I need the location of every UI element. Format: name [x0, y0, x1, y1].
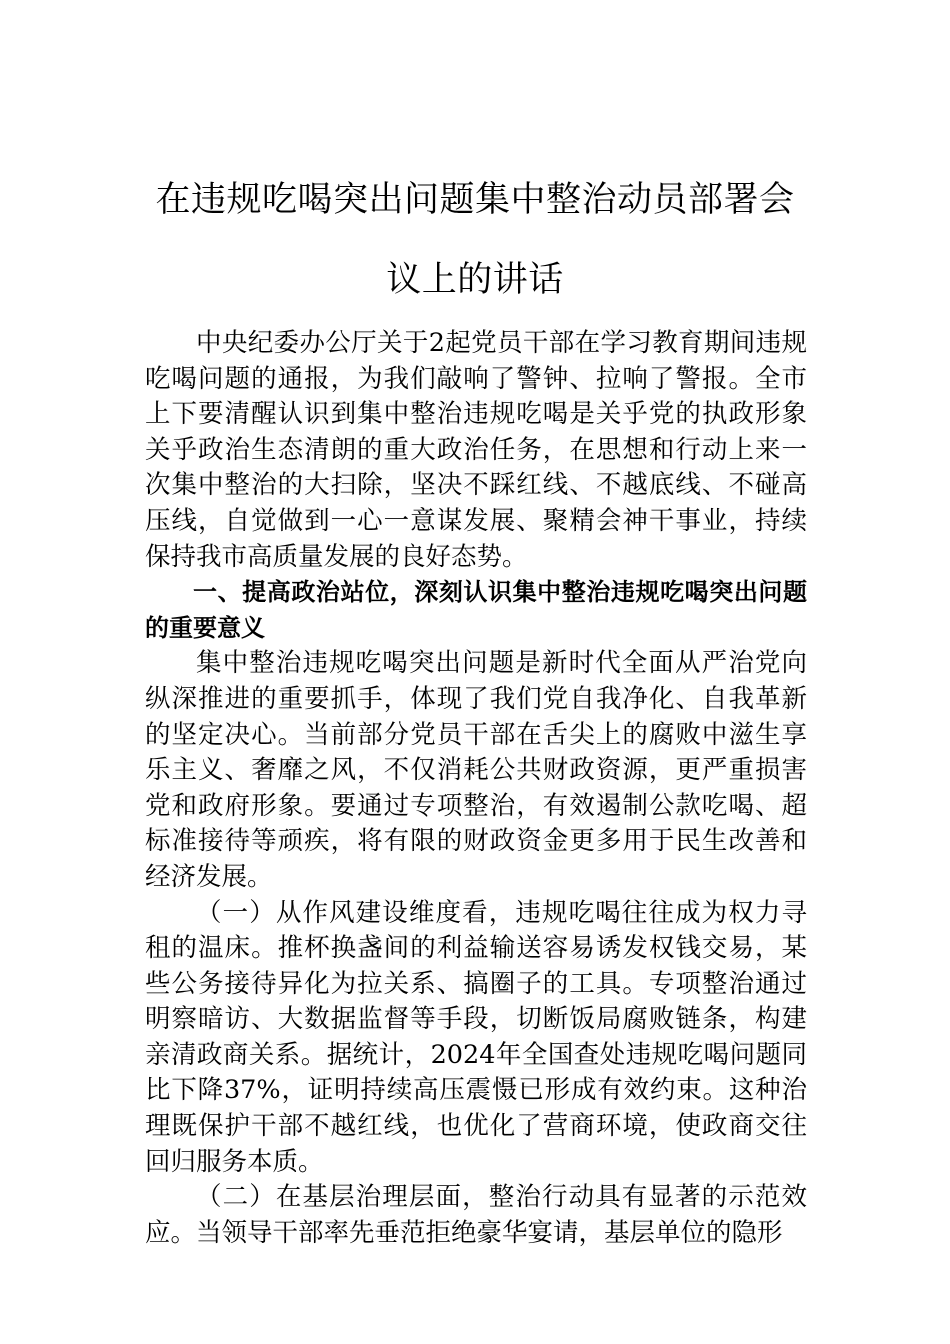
title-line-1: 在违规吃喝突出问题集中整治动员部署会 — [155, 180, 795, 220]
paragraph-section-1: 集中整治违规吃喝突出问题是新时代全面从严治党向纵深推进的重要抓手，体现了我们党自我净化、自我革新的坚定决心。当前部分党员干部在舌尖上的腐败中滋生享乐主义、奢靡之风，不仅消耗公共财政资源，更严重损害党和政府形象。要通过专项整治，有效遏制公款吃喝、超标准接待等顽疾，将有限的财政资金更多用于民生改善和经济发展。 — [145, 648, 807, 892]
section-heading-1: 一、提高政治站位，深刻认识集中整治违规吃喝突出问题的重要意义 — [145, 578, 807, 642]
paragraph-subsection-1: （一）从作风建设维度看，违规吃喝往往成为权力寻租的温床。推杯换盏间的利益输送容易诱发权钱交易，某些公务接待异化为拉关系、搞圈子的工具。专项整治通过明察暗访、大数据监督等手段，切断饭局腐败链条，构建亲清政商关系。据统计，2024年全国查处违规吃喝问题同比下降37%，证明持续高压震慑已形成有效约束。这种治理既保护干部不越红线，也优化了营商环境，使政商交往回归服务本质。 — [145, 897, 807, 1177]
document-body — [145, 326, 807, 1251]
title-line-2: 议上的讲话 — [386, 260, 564, 300]
paragraph-subsection-2: （二）在基层治理层面，整治行动具有显著的示范效应。当领导干部率先垂范拒绝豪华宴请，基层单位的隐形 — [145, 1182, 807, 1248]
document-title — [145, 160, 805, 320]
paragraph-intro: 中央纪委办公厅关于2起党员干部在学习教育期间违规吃喝问题的通报，为我们敲响了警钟、拉响了警报。全市上下要清醒认识到集中整治违规吃喝是关乎党的执政形象关乎政治生态清朗的重大政治任务，在思想和行动上来一次集中整治的大扫除，坚决不踩红线、不越底线、不碰高压线，自觉做到一心一意谋发展、聚精会神干事业，持续保持我市高质量发展的良好态势。 — [145, 328, 807, 572]
